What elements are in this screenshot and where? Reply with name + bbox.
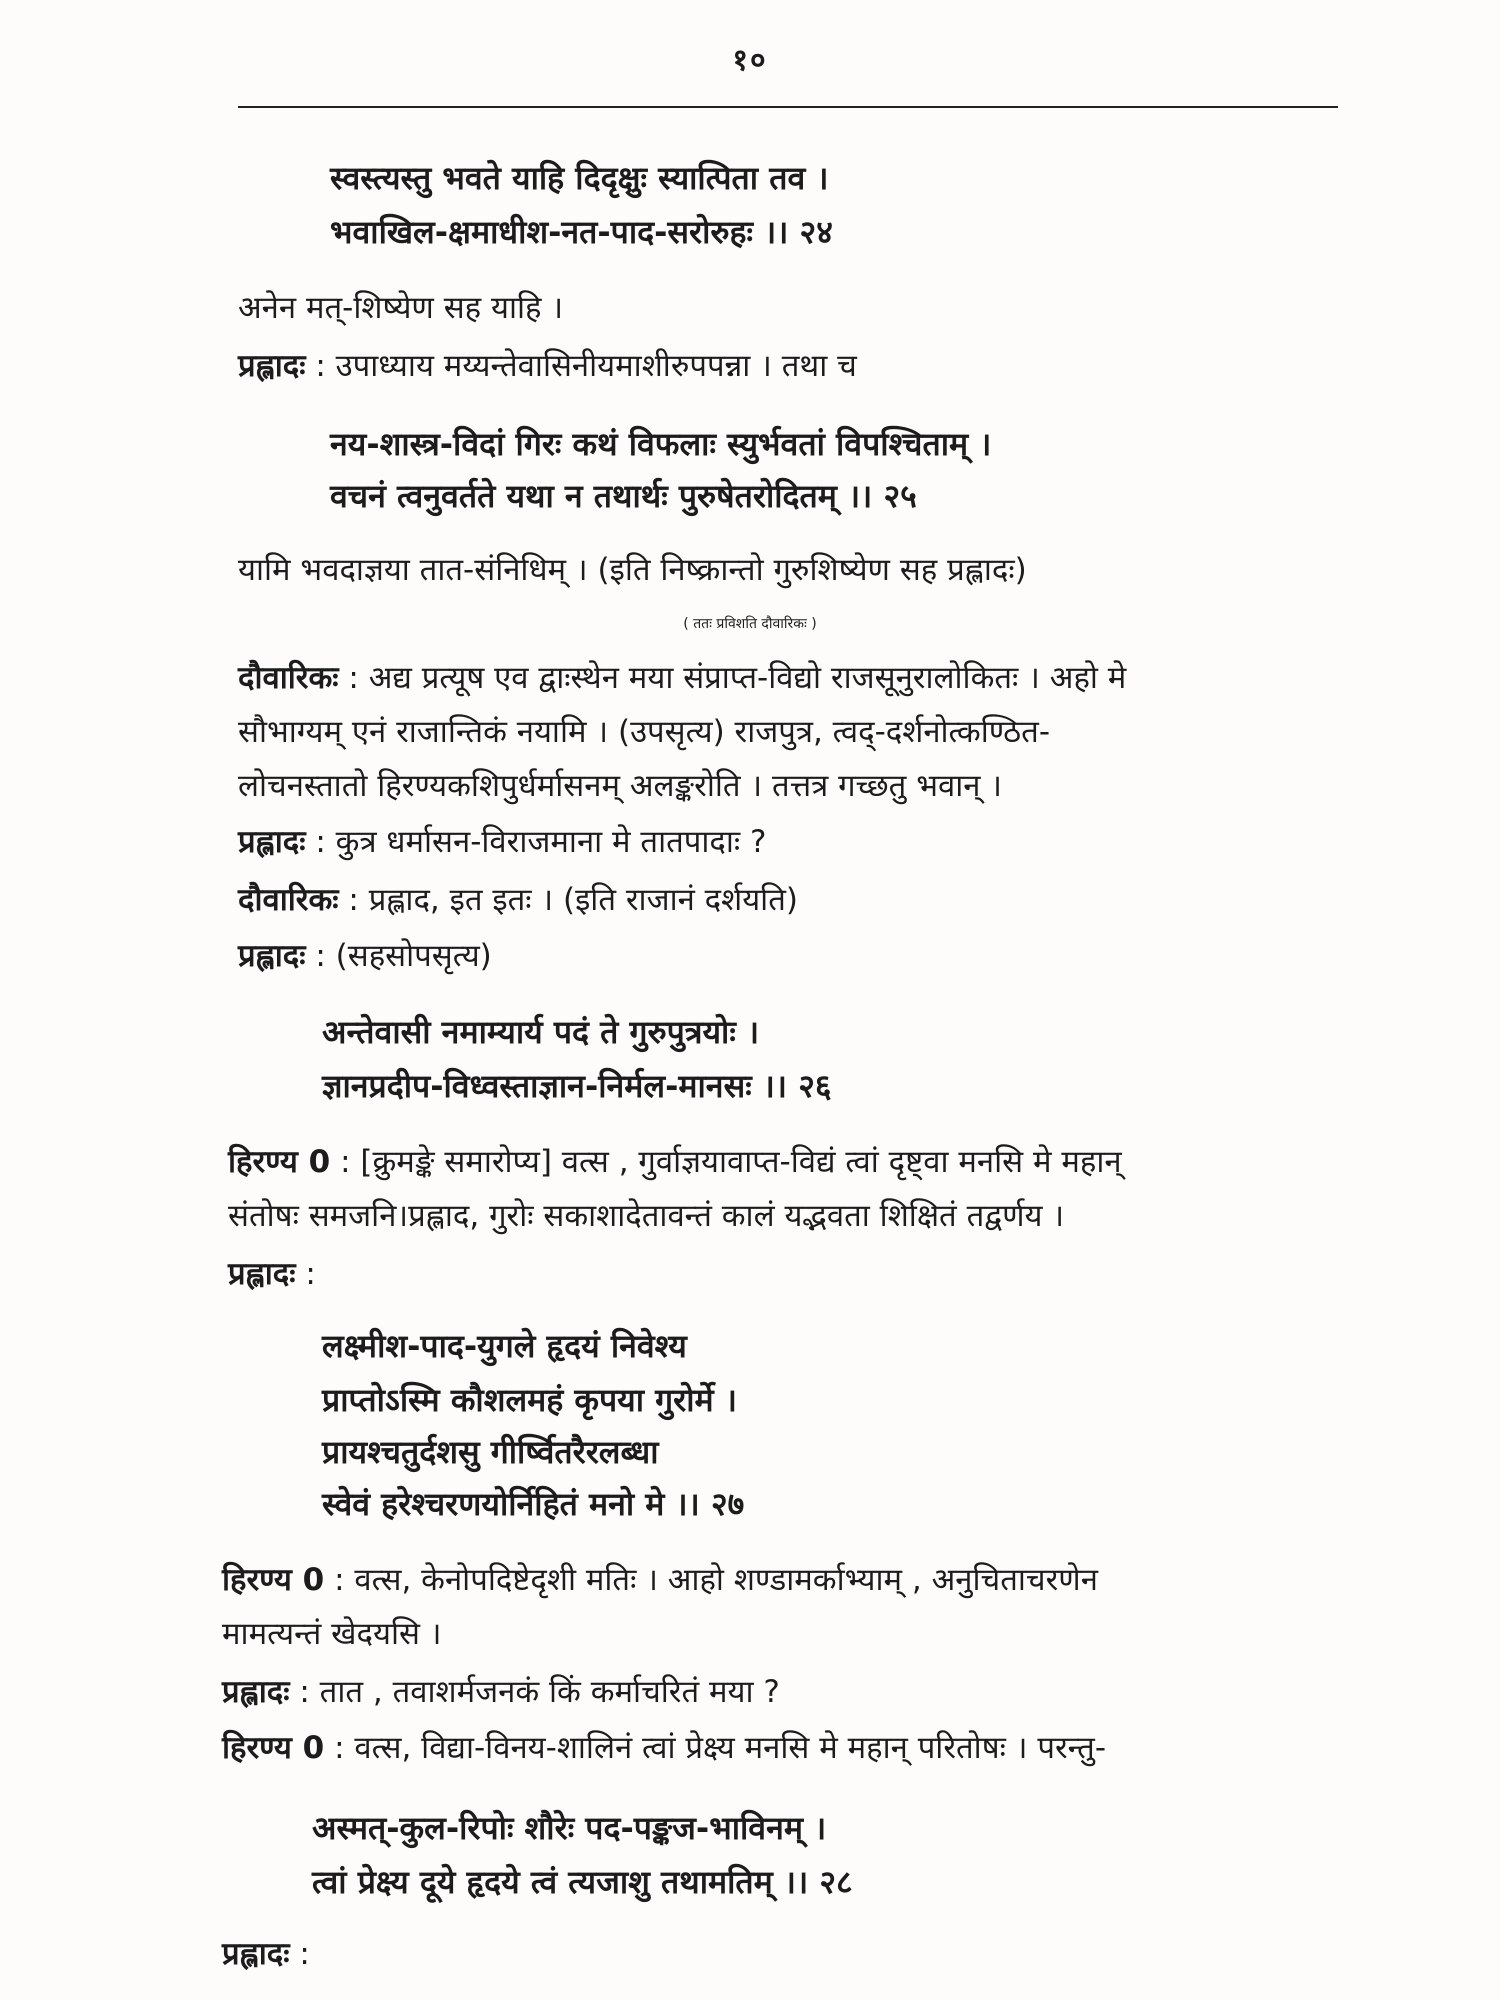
dialogue-line: प्रह्लादः :	[222, 1936, 310, 1972]
dialogue-line: दौवारिकः : प्रह्लाद, इत इतः । (इति राजानं दर्शयति)	[238, 882, 798, 918]
speaker-name: हिरण्य 0	[222, 1562, 325, 1598]
prose-line: यामि भवदाज्ञया तात-संनिधिम् । (इति निष्क्रान्तो गुरुशिष्येण सह प्रह्लादः)	[238, 552, 1027, 588]
verse-line: नय-शास्त्र-विदां गिरः कथं विफलाः स्युर्भवतां विपश्चिताम् ।	[330, 425, 992, 463]
verse-line: भवाखिल-क्षमाधीश-नत-पाद-सरोरुहः ।। २४	[330, 213, 833, 251]
speaker-name: प्रह्लादः	[238, 824, 306, 860]
dialogue-line: प्रह्लादः : कुत्र धर्मासन-विराजमाना मे तातपादाः ?	[238, 824, 767, 860]
speaker-name: हिरण्य 0	[222, 1730, 325, 1766]
dialogue-line: हिरण्य 0 : वत्स, विद्या-विनय-शालिनं त्वां प्रेक्ष्य मनसि मे महान् परितोषः । परन्तु-	[222, 1730, 1107, 1766]
verse-line: वचनं त्वनुवर्तते यथा न तथार्थः पुरुषेतरोदितम् ।। २५	[330, 477, 917, 515]
prose-line: मामत्यन्तं खेदयसि ।	[222, 1616, 442, 1652]
stage-direction: ( ततः प्रविशति दौवारिकः )	[683, 616, 817, 632]
speaker-name: प्रह्लादः	[228, 1256, 296, 1292]
dialogue-line: हिरण्य 0 : [क्रुमङ्के समारोप्य] वत्स , गुर्वाज्ञयावाप्त-विद्यं त्वां दृष्ट्वा मनसि मे महान्	[228, 1144, 1122, 1180]
verse-line: ज्ञानप्रदीप-विध्वस्ताज्ञान-निर्मल-मानसः ।। २६	[322, 1067, 832, 1105]
dialogue-line: प्रह्लादः :	[228, 1256, 316, 1292]
verse-line: प्राप्तोऽस्मि कौशलमहं कृपया गुरोर्मे ।	[322, 1381, 737, 1419]
dialogue-line: प्रह्लादः : तात , तवाशर्मजनकं किं कर्माचरितं मया ?	[222, 1674, 780, 1710]
verse-line: अस्मत्-कुल-रिपोः शौरेः पद-पङ्कज-भाविनम् ।	[312, 1809, 827, 1847]
verse-line: अन्तेवासी नमाम्यार्य पदं ते गुरुपुत्रयोः ।	[322, 1013, 760, 1051]
page-number: १०	[732, 43, 768, 78]
speaker-name: प्रह्लादः	[238, 348, 306, 384]
dialogue-line: प्रह्लादः : उपाध्याय मय्यन्तेवासिनीयमाशीरुपपन्ना । तथा च	[238, 348, 857, 384]
speaker-name: दौवारिकः	[238, 660, 339, 696]
verse-line: लक्ष्मीश-पाद-युगले हृदयं निवेश्य	[322, 1327, 687, 1365]
verse-line: स्वस्त्यस्तु भवते याहि दिदृक्षुः स्यात्पिता तव ।	[330, 159, 829, 197]
verse-line: त्वां प्रेक्ष्य दूये हृदये त्वं त्यजाशु तथामतिम् ।। २८	[312, 1863, 853, 1901]
header-rule	[238, 106, 1338, 108]
prose-line: लोचनस्तातो हिरण्यकशिपुर्धर्मासनम् अलङ्करोति । तत्तत्र गच्छतु भवान् ।	[238, 768, 1003, 804]
speaker-name: हिरण्य 0	[228, 1144, 331, 1180]
verse-line: स्वेवं हरेश्चरणयोर्निहितं मनो मे ।। २७	[322, 1485, 745, 1523]
prose-line: सौभाग्यम् एनं राजान्तिकं नयामि । (उपसृत्य) राजपुत्र, त्वद्-दर्शनोत्कण्ठित-	[238, 714, 1051, 750]
speaker-name: प्रह्लादः	[238, 938, 306, 974]
dialogue-line: प्रह्लादः : (सहसोपसृत्य)	[238, 938, 492, 974]
prose-line: संतोषः समजनि।प्रह्लाद, गुरोः सकाशादेतावन्तं कालं यद्भवता शिक्षितं तद्वर्णय ।	[228, 1198, 1065, 1234]
dialogue-line: दौवारिकः : अद्य प्रत्यूष एव द्वाःस्थेन मया संप्राप्त-विद्यो राजसूनुरालोकितः । अहो मे	[238, 660, 1127, 696]
prose-line: अनेन मत्-शिष्येण सह याहि ।	[238, 290, 564, 326]
speaker-name: प्रह्लादः	[222, 1936, 290, 1972]
dialogue-line: हिरण्य 0 : वत्स, केनोपदिष्टेदृशी मतिः । आहो शण्डामर्काभ्याम् , अनुचिताचरणेन	[222, 1562, 1098, 1598]
speaker-name: दौवारिकः	[238, 882, 339, 918]
speaker-name: प्रह्लादः	[222, 1674, 290, 1710]
verse-line: प्रायश्चतुर्दशसु गीर्ष्वितरैरलब्धा	[322, 1433, 659, 1471]
